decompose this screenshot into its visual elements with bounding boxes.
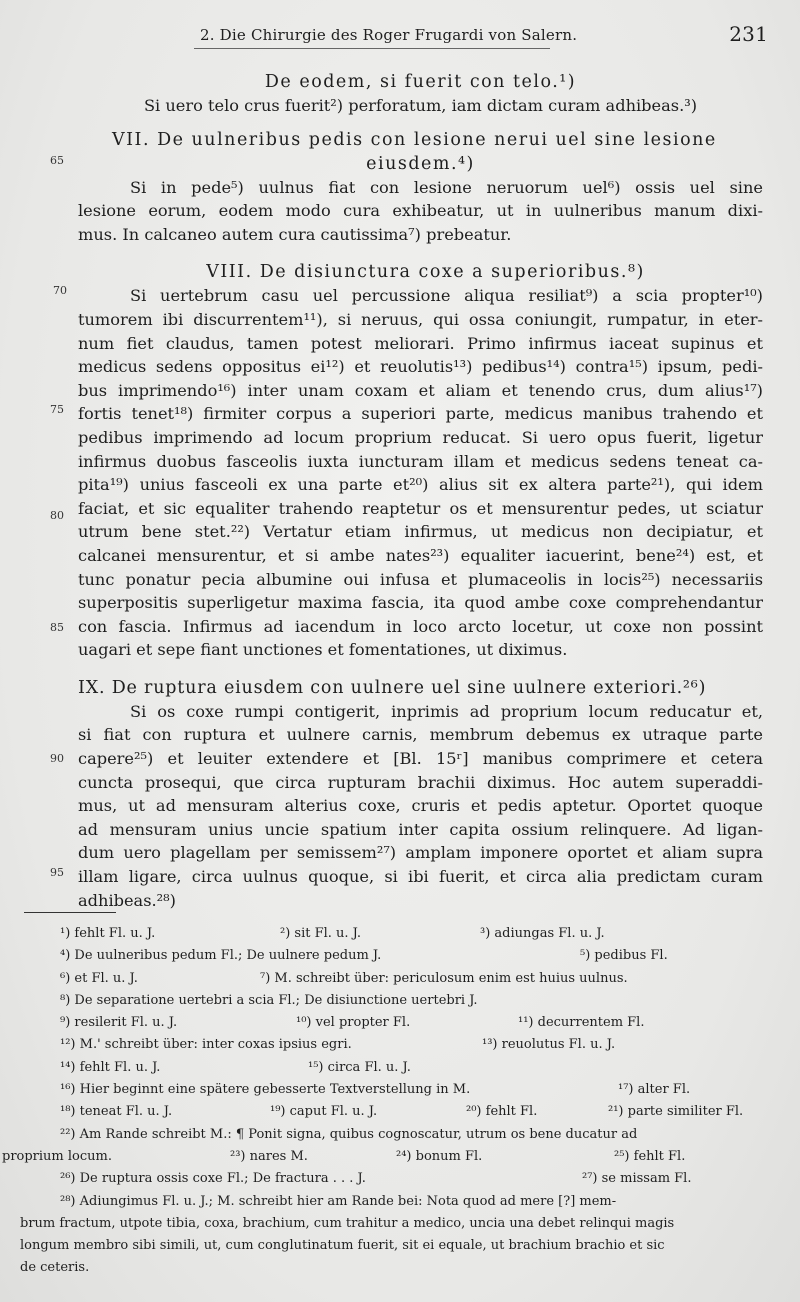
text-line: mus. In calcaneo autem cura cautissima⁷) prebeatur. [78, 224, 512, 244]
footnote: ⁵) pedibus Fl. [580, 948, 668, 964]
footnotes [2, 926, 768, 1283]
footnote: ²⁵) fehlt Fl. [614, 1148, 686, 1164]
text-line: si fiat con ruptura et uulnere carnis, membrum debemus ex utraque parte [78, 725, 763, 745]
subheading: De eodem, si fuerit con telo.¹) [264, 72, 577, 92]
footnote: ¹) fehlt Fl. u. J. [60, 926, 156, 941]
text-line: Si in pede⁵) uulnus fiat con lesione neruorum uel⁶) ossis uel sine [130, 177, 763, 197]
footnote: ²²) Am Rande schreibt M.: ¶ Ponit signa, quibus cognoscatur, utrum os bene ducatur ad [60, 1126, 638, 1142]
text-line: ad mensuram unius uncie spatium inter capita ossium relinquere. Ad ligan- [78, 819, 763, 839]
running-header [200, 22, 770, 50]
footnote: ²⁶) De ruptura ossis coxe Fl.; De fractura . . . J. [60, 1171, 366, 1187]
footnote: ³) adiungas Fl. u. J. [480, 926, 605, 941]
text-line: con fascia. Infirmus ad iacendum in loco arcto locetur, ut coxe non possint [78, 616, 763, 636]
chapter-heading-cont: eiusdem.⁴) [366, 153, 475, 174]
footnote: ¹⁰) vel propter Fl. [296, 1015, 411, 1031]
text-line: calcanei mensurentur, et si ambe nates²³) equaliter iacuerint, bene²⁴) est, et [78, 545, 763, 565]
line-number: 70 [53, 284, 67, 297]
text-line: Si uertebrum casu uel percussione aliqua resiliat⁹) a scia propter¹⁰) [130, 286, 763, 306]
footnote: ¹²) M.' schreibt über: inter coxas ipsius egri. [60, 1037, 352, 1053]
main-text [78, 70, 763, 912]
text-line: mus, ut ad mensuram alterius coxe, cruris et pedis aptetur. Oportet quoque [78, 796, 763, 816]
footnote-cont: proprium locum. [2, 1148, 112, 1164]
line-number: 85 [50, 621, 64, 634]
footnote: ²) sit Fl. u. J. [280, 926, 362, 941]
footnote: ⁶) et Fl. u. J. [60, 970, 138, 986]
footnote: ¹⁹) caput Fl. u. J. [270, 1104, 378, 1120]
text-line: uagari et sepe fiant unctiones et fomentationes, ut diximus. [78, 640, 568, 660]
line-number: 90 [50, 752, 64, 765]
text-line: pedibus imprimendo ad locum proprium reducat. Si uero opus fuerit, ligetur [78, 427, 763, 447]
text-line: cuncta prosequi, que circa rupturam brachii diximus. Hoc autem superaddi- [78, 772, 763, 792]
footnote: ¹⁴) fehlt Fl. u. J. [60, 1059, 161, 1075]
text-line: num fiet claudus, tamen potest meliorari. Primo infirmus iaceat supinus et [78, 333, 763, 353]
text-line: superpositis superligetur maxima fascia, ita quod ambe coxe comprehendantur [78, 593, 763, 613]
text-line: tunc ponatur pecia albumine oui infusa et plumaceolis in locis²⁵) necessariis [78, 569, 763, 589]
text-line: Si os coxe rumpi contigerit, inprimis ad proprium locum reducatur et, [130, 701, 763, 721]
text-line: illam ligare, circa uulnus quoque, si ibi fuerit, et circa alia predictam curam [78, 867, 763, 887]
line-number: 75 [50, 403, 64, 416]
text-line: tumorem ibi discurrentem¹¹), si neruus, qui ossa coniungit, rumpatur, in eter- [78, 309, 763, 329]
footnote-cont: longum membro sibi simili, ut, cum conglutinatum fuerit, sit ei equale, ut brachium brachio et sic [20, 1238, 665, 1254]
text-line: faciat, et sic equaliter trahendo reaptetur os et mensurentur pedes, ut sciatur [78, 498, 763, 518]
footnote: ²³) nares M. [230, 1148, 308, 1164]
text-line: Si uero telo crus fuerit²) perforatum, iam dictam curam adhibeas.³) [143, 96, 698, 115]
footnote: ¹³) reuolutus Fl. u. J. [482, 1037, 616, 1053]
footnote-cont: de ceteris. [20, 1260, 90, 1276]
line-number: 95 [50, 866, 64, 879]
footnote: ⁴) De uulneribus pedum Fl.; De uulnere pedum J. [60, 948, 382, 964]
footnote-cont: brum fractum, utpote tibia, coxa, brachium, cum trahitur a medico, uncia una debet relinqui magis [20, 1215, 675, 1231]
text-line: capere²⁵) et leuiter extendere et [Bl. 15ʳ] manibus comprimere et cetera [78, 749, 763, 769]
footnote: ²⁸) Adiungimus Fl. u. J.; M. schreibt hier am Rande bei: Nota quod ad mere [?] mem- [60, 1193, 617, 1209]
footnote: ⁸) De separatione uertebri a scia Fl.; De disiunctione uertebri J. [60, 992, 478, 1008]
chapter-heading: IX. De ruptura eiusdem con uulnere uel sine uulnere exteriori.²⁶) [78, 677, 707, 698]
footnote: ²⁰) fehlt Fl. [466, 1104, 538, 1120]
chapter-heading: VIII. De disiunctura coxe a superioribus.⁸) [206, 262, 645, 283]
text-line: dum uero plagellam per semissem²⁷) amplam imponere oportet et aliam supra [78, 843, 763, 863]
footnote: ¹⁵) circa Fl. u. J. [308, 1059, 411, 1075]
footnote: ⁷) M. schreibt über: periculosum enim est huius uulnus. [260, 970, 628, 986]
text-line: bus imprimendo¹⁶) inter unam coxam et aliam et tenendo crus, dum alius¹⁷) [78, 380, 763, 400]
text-line: adhibeas.²⁸) [78, 890, 176, 910]
footnote: ⁹) resilerit Fl. u. J. [60, 1015, 178, 1031]
text-line: pita¹⁹) unius fasceoli ex una parte et²⁰) alius sit ex altera parte²¹), qui idem [78, 475, 763, 495]
footnote: ²⁷) se missam Fl. [582, 1171, 692, 1187]
footnote: ¹⁶) Hier beginnt eine spätere gebesserte Textverstellung in M. [60, 1082, 471, 1098]
footnote: ²¹) parte similiter Fl. [608, 1104, 744, 1120]
header-rule [194, 48, 550, 49]
text-line: fortis tenet¹⁸) firmiter corpus a superiori parte, medicus manibus trahendo et [78, 404, 763, 424]
footnote: ¹⁸) teneat Fl. u. J. [60, 1104, 173, 1120]
footnote: ¹⁷) alter Fl. [618, 1082, 691, 1098]
line-number: 65 [50, 154, 64, 167]
footnote-rule [24, 912, 116, 913]
footnote: ¹¹) decurrentem Fl. [518, 1015, 645, 1031]
line-number: 80 [50, 509, 64, 522]
chapter-heading: VII. De uulneribus pedis con lesione nerui uel sine lesione [112, 129, 717, 150]
header-title: 2. Die Chirurgie des Roger Frugardi von Salern. [200, 26, 578, 44]
text-line: lesione eorum, eodem modo cura exhibeatur, ut in uulneribus manum dixi- [78, 201, 763, 221]
page-number: 231 [729, 22, 768, 46]
text-line: medicus sedens oppositus ei¹²) et reuolutis¹³) pedibus¹⁴) contra¹⁵) ipsum, pedi- [78, 357, 763, 377]
footnote: ²⁴) bonum Fl. [396, 1148, 483, 1164]
text-line: utrum bene stet.²²) Vertatur etiam infirmus, ut medicus non decipiatur, et [78, 522, 763, 542]
text-line: infirmus duobus fasceolis iuxta iuncturam illam et medicus sedens teneat ca- [78, 451, 763, 471]
